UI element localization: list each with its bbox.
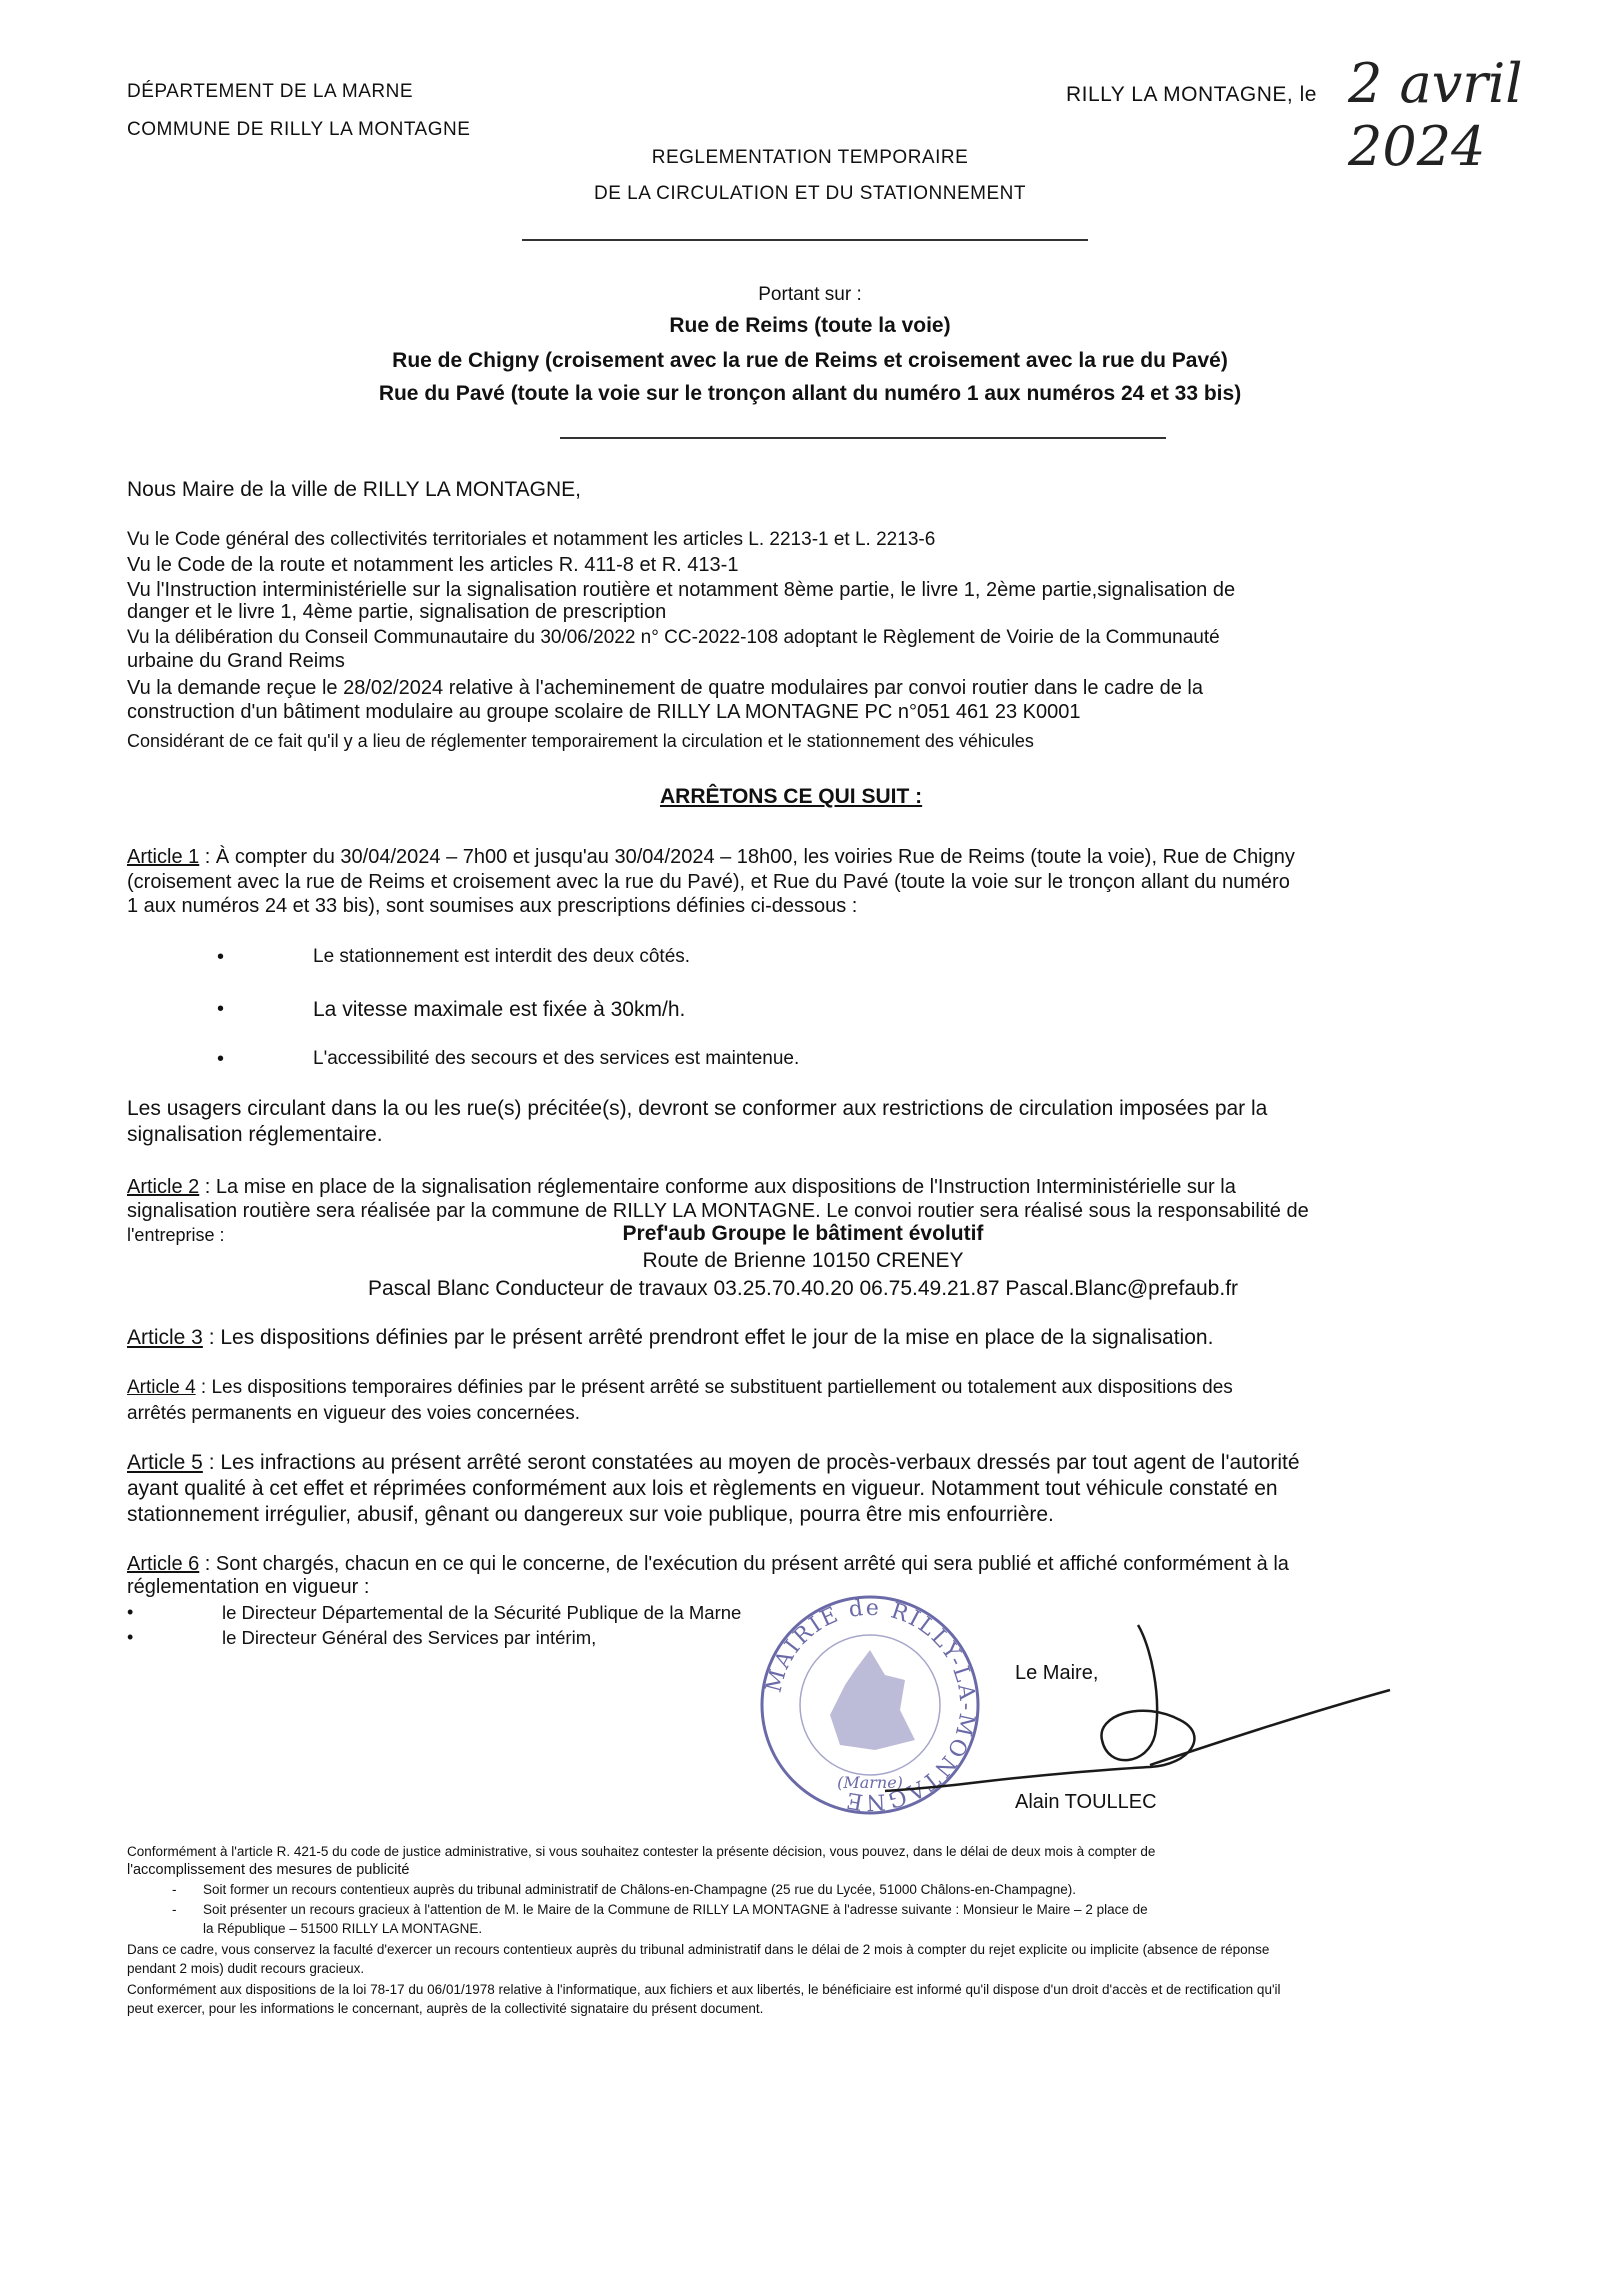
footer-recours-1: Conformément à l'article R. 421-5 du code de justice administrative, si vous souhaitez contester la présente décision, vous pouvez, dans le délai de deux mois à compter de [127,1844,1156,1859]
article-6-label: Article 6 [127,1553,200,1575]
bullet-glyph: • [127,1602,134,1622]
vu-cgct: Vu le Code général des collectivités territoriales et notamment les articles L. 2213-1 et L. 2213-6 [127,529,936,550]
footer-gracieux-2: la République – 51500 RILLY LA MONTAGNE. [203,1921,483,1936]
footer-contentieux: Soit former un recours contentieux auprès du tribunal administratif de Châlons-en-Champagne (25 rue du Lycée, 51000 Châlons-en-Champagne). [203,1882,1076,1897]
footer-cnil-2: peut exercer, pour les informations le concernant, auprès de la collectivité signataire du présent document. [127,2001,764,2016]
article-5-label: Article 5 [127,1451,203,1474]
footer-dash: - [172,1882,177,1897]
stamp-sub: (Marne) [837,1773,903,1792]
recipient-dsp: le Directeur Départemental de la Sécurité Publique de la Marne [222,1602,742,1623]
department-line: DÉPARTEMENT DE LA MARNE [127,81,414,102]
bullet-glyph: • [217,946,225,968]
signature-name: Alain TOULLEC [1015,1791,1157,1813]
article-5-line-2: ayant qualité à cet effet et réprimées conformément aux lois et règlements en vigueur. Notamment tout véhicule constaté en [127,1477,1278,1500]
prescription-access: L'accessibilité des secours et des services est maintenue. [313,1048,800,1069]
article-3-line-1: Article 3 : Les dispositions définies par le présent arrêté prendront effet le jour de la mise en place de la signalisation. [127,1326,1214,1349]
vu-instruction-1: Vu l'Instruction interministérielle sur la signalisation routière et notamment 8ème partie, le livre 1, 2ème partie,signalisation de [127,579,1236,601]
mayor-line: Nous Maire de la ville de RILLY LA MONTAGNE, [127,478,582,501]
arretons-heading: ARRÊTONS CE QUI SUIT : [660,785,923,808]
place-line: RILLY LA MONTAGNE, le [1066,83,1317,106]
company-address: Route de Brienne 10150 CRENEY [642,1249,964,1272]
prescription-speed: La vitesse maximale est fixée à 30km/h. [313,998,686,1021]
stamp-text: MAIRIE de RILLY-LA-MONTAGNE [761,1595,980,1815]
signature-role: Le Maire, [1015,1662,1099,1684]
subject-street-2: Rue de Chigny (croisement avec la rue de Reims et croisement avec la rue du Pavé) [392,349,1228,372]
article-4-line-2: arrêtés permanents en vigueur des voies concernées. [127,1403,581,1424]
title-line-2: DE LA CIRCULATION ET DU STATIONNEMENT [594,183,1026,204]
subject-intro: Portant sur : [758,284,862,305]
article-5-line-1: Article 5 : Les infractions au présent arrêté seront constatées au moyen de procès-verbaux dressés par tout agent de l'autorité [127,1451,1300,1474]
article-6-line-2: réglementation en vigueur : [127,1576,370,1598]
article-2-line-2: signalisation routière sera réalisée par la commune de RILLY LA MONTAGNE. Le convoi routier sera réalisé sous la responsabilité de [127,1200,1309,1222]
article-4-label: Article 4 [127,1377,196,1398]
article-1-line-1: Article 1 : À compter du 30/04/2024 – 7h00 et jusqu'au 30/04/2024 – 18h00, les voiries Rue de Reims (toute la voie), Rue de Chigny [127,846,1295,868]
article-1-line-3: 1 aux numéros 24 et 33 bis), sont soumises aux prescriptions définies ci-dessous : [127,895,858,917]
article-3-label: Article 3 [127,1326,203,1349]
article-6-line-1: Article 6 : Sont chargés, chacun en ce qui le concerne, de l'exécution du présent arrêté qui sera publié et affiché conformément à la [127,1553,1289,1575]
article-1-line-2: (croisement avec la rue de Reims et croisement avec la rue du Pavé), et Rue du Pavé (toute la voie sur le tronçon allant du numéro [127,871,1290,893]
footer-dash: - [172,1902,177,1917]
vu-code-route: Vu le Code de la route et notamment les articles R. 411-8 et R. 413-1 [127,554,739,576]
vu-demande-2: construction d'un bâtiment modulaire au groupe scolaire de RILLY LA MONTAGNE PC n°051 461 23 K0001 [127,701,1081,723]
company-name: Pref'aub Groupe le bâtiment évolutif [622,1222,984,1245]
bullet-glyph: • [127,1627,134,1647]
mayor-signature [880,1595,1400,1795]
footer-cadre-2: pendant 2 mois) dudit recours gracieux. [127,1961,365,1976]
footer-gracieux-1: Soit présenter un recours gracieux à l'attention de M. le Maire de la Commune de RILLY LA MONTAGNE à l'adresse suivante : Monsieur le Maire – 2 place de [203,1902,1148,1917]
prescription-parking: Le stationnement est interdit des deux côtés. [313,946,691,967]
company-contact: Pascal Blanc Conducteur de travaux 03.25.70.40.20 06.75.49.21.87 Pascal.Blanc@prefaub.fr [367,1277,1239,1300]
usagers-line-2: signalisation réglementaire. [127,1123,383,1146]
bullet-glyph: • [217,1048,225,1070]
vu-deliberation-1: Vu la délibération du Conseil Communautaire du 30/06/2022 n° CC-2022-108 adoptant le Règlement de Voirie de la Communauté [127,627,1220,648]
article-2-line-1: Article 2 : La mise en place de la signalisation réglementaire conforme aux dispositions de l'Instruction Interministérielle sur la [127,1176,1236,1198]
vu-deliberation-2: urbaine du Grand Reims [127,650,345,672]
article-5-line-3: stationnement irrégulier, abusif, gênant ou dangereux sur voie publique, pourra être mis enfourrière. [127,1503,1054,1526]
footer-recours-2: l'accomplissement des mesures de publicité [127,1862,410,1878]
article-2-line-3: l'entreprise : [127,1225,225,1245]
footer-cnil-1: Conformément aux dispositions de la loi 78-17 du 06/01/1978 relative à l'informatique, aux fichiers et aux libertés, le bénéficiaire est informé qu'il dispose d'un droit d'accès et de rectification qu'il [127,1982,1281,1997]
usagers-line-1: Les usagers circulant dans la ou les rue(s) précitée(s), devront se conformer aux restrictions de circulation imposées par la [127,1097,1268,1120]
considerant: Considérant de ce fait qu'il y a lieu de réglementer temporairement la circulation et le stationnement des véhicules [127,731,1034,751]
subject-divider [560,437,1166,439]
handwritten-date: 2 avril 2024 [1348,52,1523,178]
title-divider [522,239,1088,241]
recipient-dgs: le Directeur Général des Services par intérim, [222,1627,597,1648]
commune-line: COMMUNE DE RILLY LA MONTAGNE [127,119,471,140]
footer-cadre-1: Dans ce cadre, vous conservez la faculté d'exercer un recours contentieux auprès du tribunal administratif dans le délai de 2 mois à compter du rejet explicite ou implicite (absence de réponse [127,1942,1270,1957]
article-1-label: Article 1 [127,846,200,868]
article-4-line-1: Article 4 : Les dispositions temporaires définies par le présent arrêté se substituent partiellement ou totalement aux dispositions des [127,1377,1233,1398]
vu-demande-1: Vu la demande reçue le 28/02/2024 relative à l'acheminement de quatre modulaires par convoi routier dans le cadre de la [127,677,1203,699]
article-2-label: Article 2 [127,1176,200,1198]
subject-street-3: Rue du Pavé (toute la voie sur le tronçon allant du numéro 1 aux numéros 24 et 33 bis) [378,382,1242,405]
bullet-glyph: • [217,998,225,1020]
subject-street-1: Rue de Reims (toute la voie) [669,314,951,337]
vu-instruction-2: danger et le livre 1, 4ème partie, signalisation de prescription [127,601,667,623]
title-line-1: REGLEMENTATION TEMPORAIRE [651,147,969,168]
